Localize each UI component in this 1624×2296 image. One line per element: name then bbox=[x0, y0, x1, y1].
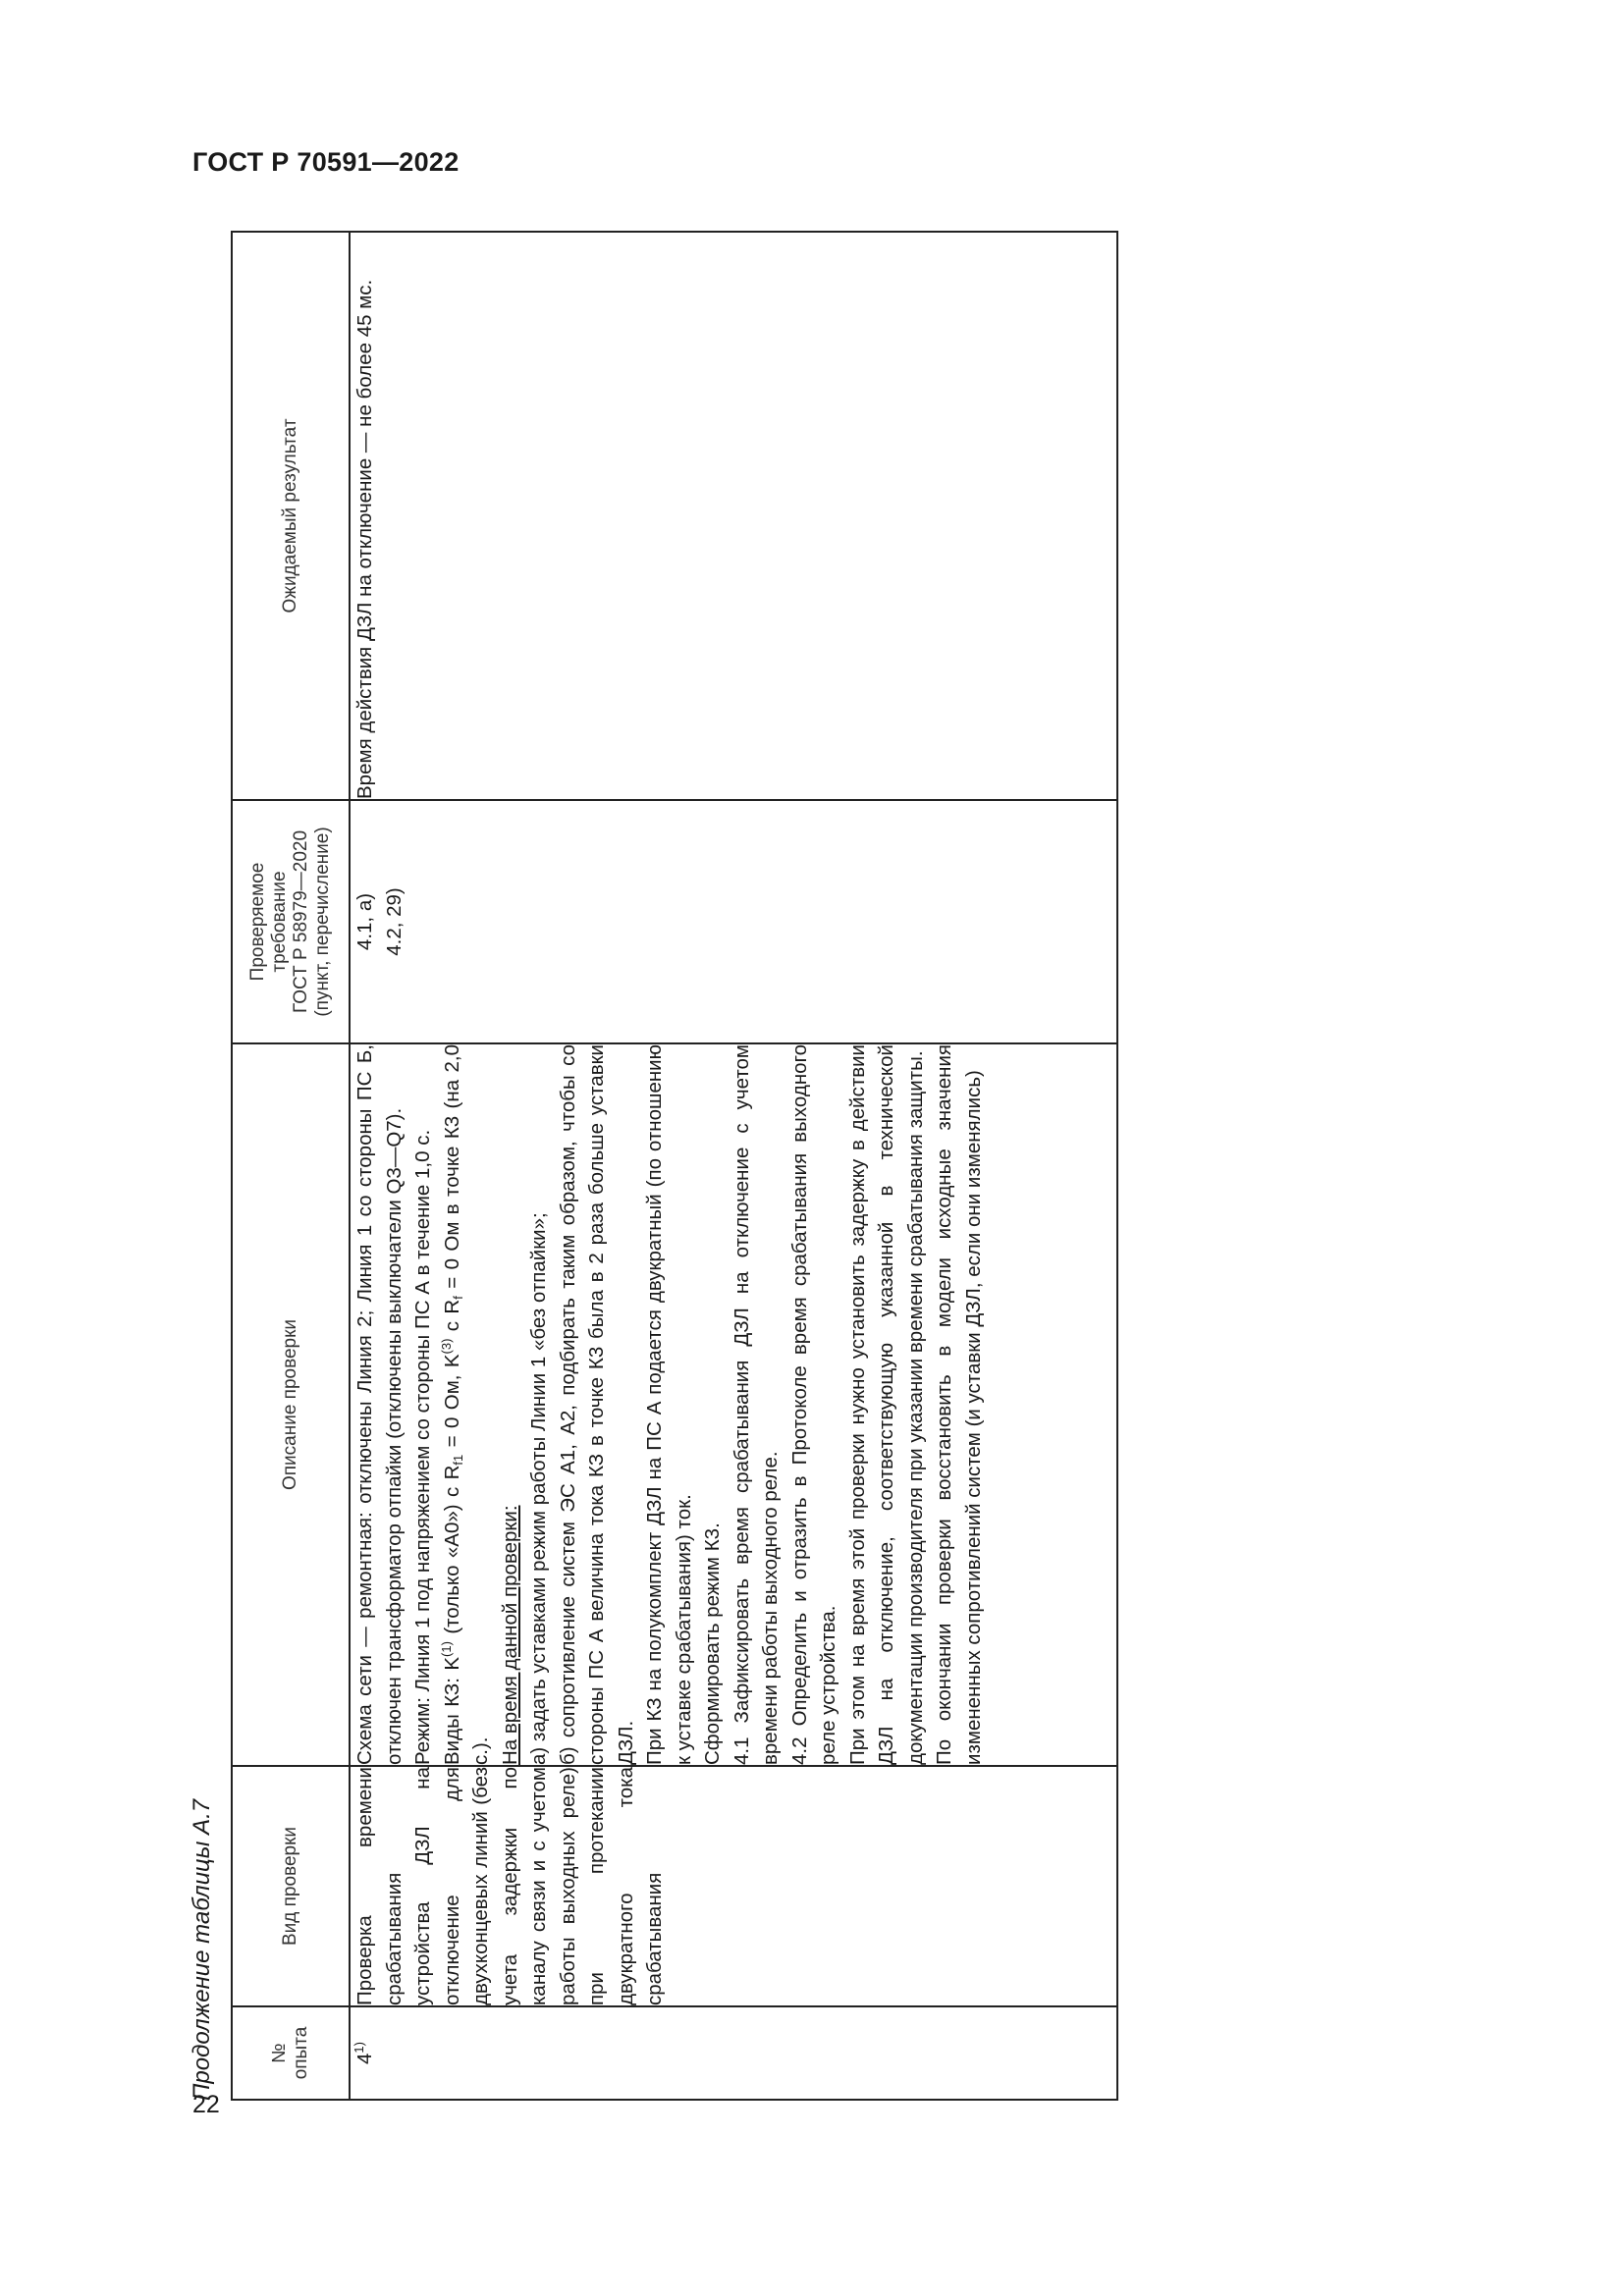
test-number-footnote: 1) bbox=[352, 2042, 366, 2054]
requirement-line2: 4.2, 29) bbox=[382, 887, 406, 956]
expected-result: Время действия ДЗЛ на отключение — не более 45 мс. bbox=[353, 279, 376, 799]
desc-item-b: б) сопротивление систем ЭС А1, А2, подбирать таким образом, чтобы со стороны ПС А величина тока КЗ в точке К3 была в 2 раза больше уставки ДЗЛ. bbox=[556, 1044, 637, 1765]
col-header-result: Ожидаемый результат bbox=[232, 232, 350, 800]
table-row bbox=[350, 232, 1117, 2100]
fault-sup-1: (1) bbox=[438, 1641, 454, 1657]
table-caption: Продолжение таблицы А.7 bbox=[189, 1798, 215, 2101]
fault-sub-1: f1 bbox=[450, 1454, 465, 1466]
cell-requirement bbox=[350, 800, 1117, 1043]
desc-mode: Режим: Линия 1 под напряжением со стороны ПС А в течение 1,0 с. bbox=[411, 1129, 434, 1765]
fault-text-b: (только «А0») с R bbox=[440, 1465, 463, 1642]
col-header-req-line4: (пункт, перечисление) bbox=[312, 827, 333, 1017]
desc-item-a: а) задать уставками режим работы Линии 1 «без отпайки»; bbox=[527, 1212, 550, 1765]
requirement-line1: 4.1, а) bbox=[353, 892, 376, 951]
fault-text-e: = 0 Ом в точке К3 (на 2,0 с.). bbox=[440, 1044, 492, 1765]
cell-kind: Проверка времени срабатывания устройства ДЗЛ на отключение для двухконцевых линий (без учета задержки по каналу связи и с учетом работы выходных реле) при протекании двукратного тока срабатывания bbox=[350, 1766, 1117, 2006]
desc-network-scheme: Схема сети — ремонтная: отключены Линия 2; Линия 1 со стороны ПС Б, отключен трансформатор отпайки (отключены выключатели Q3—Q7). bbox=[353, 1044, 406, 1765]
cell-desc bbox=[350, 1043, 1117, 1766]
fault-text-c: = 0 Ом, K bbox=[440, 1354, 463, 1455]
cell-result bbox=[350, 232, 1117, 800]
fault-text-d: с R bbox=[440, 1299, 463, 1339]
desc-restore-note: По окончании проверки восстановить в модели исходные значения измененных сопротивлений систем (и уставки ДЗЛ, если они изменялись) bbox=[933, 1044, 985, 1765]
fault-text-a: Виды КЗ: K bbox=[440, 1656, 463, 1765]
desc-step-4-1: 4.1 Зафиксировать время срабатывания ДЗЛ на отключение с учетом времени работы выходного реле. bbox=[730, 1044, 782, 1765]
test-table bbox=[231, 231, 1118, 2101]
desc-fault-types bbox=[438, 1044, 496, 1765]
col-header-desc: Описание проверки bbox=[232, 1043, 350, 1766]
col-header-req bbox=[232, 800, 350, 1043]
fault-sub-2: f bbox=[450, 1296, 465, 1300]
col-header-req-line3: ГОСТ Р 58979—2020 bbox=[291, 829, 311, 1014]
fault-sup-2: (3) bbox=[438, 1338, 454, 1355]
table-header-row bbox=[232, 232, 350, 2100]
desc-form-mode: Сформировать режим К3. bbox=[701, 1522, 724, 1765]
document-header: ГОСТ Р 70591—2022 bbox=[192, 147, 460, 177]
desc-double-current: При КЗ на полукомплект ДЗЛ на ПС А подается двукратный (по отношению к уставке срабатывания) ток. bbox=[643, 1044, 695, 1765]
col-header-num: № опыта bbox=[232, 2006, 350, 2100]
desc-during-check: На время данной проверки: bbox=[498, 1505, 521, 1765]
col-header-req-line2: требование bbox=[269, 871, 290, 973]
desc-step-4-2: 4.2 Определить и отразить в Протоколе время срабатывания выходного реле устройства. bbox=[787, 1044, 839, 1765]
desc-delay-note: При этом на время этой проверки нужно установить задержку в действии ДЗЛ на отключение, соответствующую указанной в технической документации производителя при указании времени срабатывания защиты. bbox=[845, 1044, 927, 1765]
col-header-req-line1: Проверяемое bbox=[247, 862, 268, 982]
cell-num bbox=[350, 2006, 1117, 2100]
col-header-kind: Вид проверки bbox=[232, 1766, 350, 2006]
test-number: 4 bbox=[353, 2053, 376, 2064]
page-number: 22 bbox=[192, 2091, 220, 2118]
rotated-table-block bbox=[187, 231, 1124, 2101]
